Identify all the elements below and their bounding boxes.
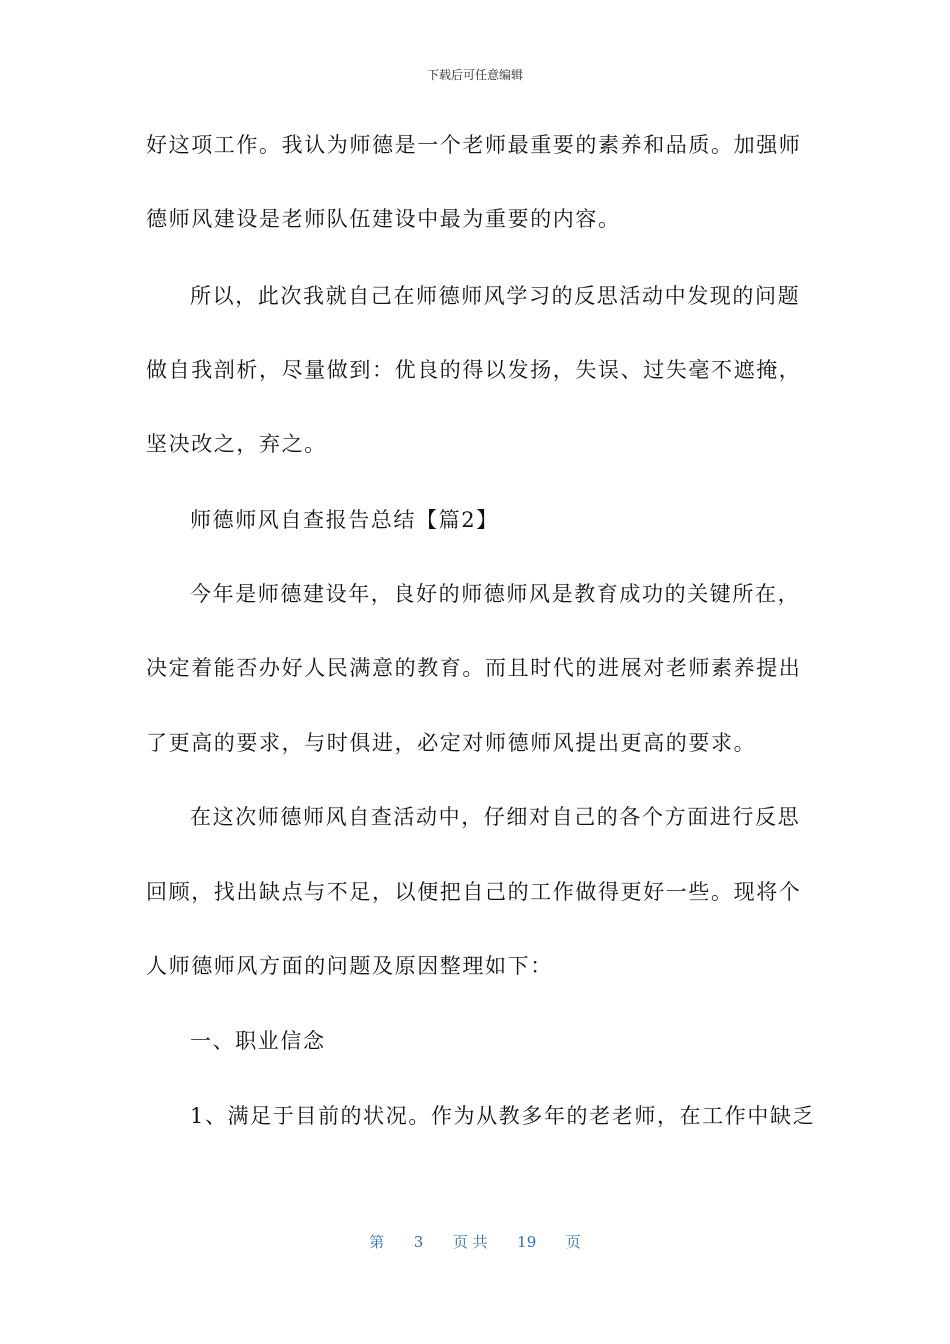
paragraph-line: 了更高的要求，与时俱进，必定对师德师风提出更高的要求。 [146,731,757,755]
total-page-count: 19 [517,1233,537,1251]
paragraph-line: 决定着能否办好人民满意的教育。而且时代的进展对老师素养提出 [146,656,802,680]
paragraph-line: 回顾，找出缺点与不足，以便把自己的工作做得更好一些。现将个 [146,880,802,904]
section-heading: 师德师风自查报告总结【篇2】 [190,508,499,532]
footer-middle: 页 共 [452,1233,488,1251]
paragraph-line: 在这次师德师风自查活动中，仔细对自己的各个方面进行反思 [190,805,801,829]
paragraph-line: 1、满足于目前的状况。作为从教多年的老老师，在工作中缺乏 [190,1104,816,1128]
subsection-heading: 一、职业信念 [190,1029,326,1053]
paragraph-line: 人师德师风方面的问题及原因整理如下： [146,954,553,978]
paragraph-line: 做自我剖析，尽量做到：优良的得以发扬，失误、过失毫不遮掩， [146,358,802,382]
paragraph-line: 今年是师德建设年，良好的师德师风是教育成功的关键所在， [190,582,801,606]
paragraph-line: 坚决改之，弃之。 [146,432,327,456]
page-footer [0,1231,950,1252]
paragraph-line: 所以，此次我就自己在师德师风学习的反思活动中发现的问题 [190,284,801,308]
header-note: 下载后可任意编辑 [426,68,523,82]
paragraph-line: 好这项工作。我认为师德是一个老师最重要的素养和品质。加强师 [146,133,802,157]
current-page-number: 3 [413,1233,424,1251]
paragraph-line: 德师风建设是老师队伍建设中最为重要的内容。 [146,207,621,231]
footer-prefix: 第 [369,1233,385,1251]
footer-suffix: 页 [565,1233,581,1251]
